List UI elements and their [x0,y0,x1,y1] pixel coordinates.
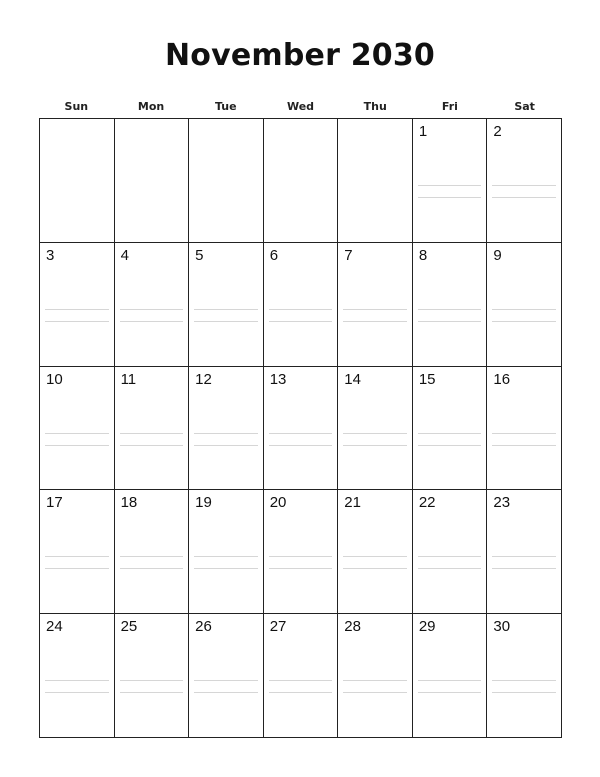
day-number: 30 [493,618,511,636]
note-line [194,445,258,446]
day-number: 18 [120,494,138,512]
note-line [418,321,482,322]
note-line [194,433,258,434]
day-cell [264,490,339,614]
note-line [269,680,333,681]
note-line [418,692,482,693]
note-line [492,445,556,446]
note-line [269,556,333,557]
note-line [194,309,258,310]
note-line [343,568,407,569]
weekday-label-wed: Wed [286,100,315,113]
note-line [343,445,407,446]
day-number: 15 [418,370,436,388]
note-line [343,433,407,434]
day-number: 26 [195,618,212,636]
note-line [120,445,184,446]
day-cell [487,243,562,367]
note-line [194,680,258,681]
note-line [194,568,258,569]
empty-day-cell [189,119,264,243]
weekday-label-sat: Sat [514,100,535,113]
day-number: 27 [269,618,287,636]
day-cell [264,367,339,491]
day-number: 25 [120,618,138,636]
day-number: 17 [46,494,63,512]
note-line [45,568,109,569]
note-line [269,568,333,569]
day-cell [487,119,562,243]
day-number: 29 [418,618,436,636]
note-line [492,433,556,434]
day-number: 9 [493,246,502,264]
day-cell [413,243,488,367]
note-line [45,433,109,434]
day-cell [40,490,115,614]
note-line [492,556,556,557]
day-cell [338,243,413,367]
note-line [194,692,258,693]
day-cell [115,243,190,367]
note-line [343,692,407,693]
note-line [418,185,482,186]
day-number: 13 [269,370,287,388]
day-number: 1 [418,123,428,140]
note-line [269,692,333,693]
weekday-label-thu: Thu [363,100,387,113]
day-cell [413,614,488,738]
empty-day-cell [338,119,413,243]
calendar-grid [39,118,562,738]
note-line [194,556,258,557]
day-cell [338,367,413,491]
note-line [120,433,184,434]
note-line [492,680,556,681]
note-line [45,321,109,322]
note-line [343,321,407,322]
note-line [492,321,556,322]
day-cell [189,490,264,614]
note-line [269,321,333,322]
note-line [418,309,482,310]
note-line [418,568,482,569]
note-line [492,309,556,310]
day-number: 6 [269,246,279,264]
day-cell [115,367,190,491]
day-number: 5 [195,246,204,264]
day-number: 3 [46,246,55,264]
day-cell [413,119,488,243]
note-line [120,309,184,310]
day-number: 7 [344,246,353,264]
note-line [45,692,109,693]
note-line [120,568,184,569]
note-line [45,680,109,681]
day-number: 2 [493,123,502,140]
day-cell [40,243,115,367]
note-line [418,680,482,681]
note-line [343,556,407,557]
note-line [418,197,482,198]
day-number: 19 [195,494,212,512]
note-line [492,197,556,198]
note-line [343,680,407,681]
note-line [45,445,109,446]
day-number: 20 [269,494,287,512]
day-cell [115,490,190,614]
day-cell [487,490,562,614]
day-cell [264,614,339,738]
note-line [418,445,482,446]
note-line [269,433,333,434]
day-number: 12 [195,370,212,388]
note-line [269,445,333,446]
empty-day-cell [115,119,190,243]
day-cell [413,367,488,491]
note-line [120,321,184,322]
day-number: 28 [344,618,361,636]
empty-day-cell [40,119,115,243]
note-line [343,309,407,310]
weekday-label-fri: Fri [441,100,458,113]
note-line [418,556,482,557]
day-cell [115,614,190,738]
note-line [45,556,109,557]
day-number: 11 [120,370,137,388]
day-cell [189,614,264,738]
day-cell [413,490,488,614]
note-line [120,692,184,693]
day-cell [264,243,339,367]
day-cell [40,614,115,738]
note-line [45,309,109,310]
day-cell [40,367,115,491]
weekday-header-row [39,98,562,116]
note-line [269,309,333,310]
day-cell [487,367,562,491]
day-cell [487,614,562,738]
day-number: 23 [493,494,511,512]
note-line [120,680,184,681]
calendar-title: November 2030 [164,38,436,73]
note-line [492,568,556,569]
day-cell [338,614,413,738]
note-line [492,692,556,693]
day-number: 10 [46,370,63,388]
day-number: 8 [418,246,428,264]
day-number: 4 [120,246,129,264]
day-number: 21 [344,494,361,512]
weekday-label-mon: Mon [137,100,165,113]
note-line [194,321,258,322]
day-number: 16 [493,370,511,388]
day-cell [189,243,264,367]
day-number: 24 [46,618,63,636]
empty-day-cell [264,119,339,243]
day-number: 22 [418,494,436,512]
day-cell [189,367,264,491]
weekday-label-sun: Sun [64,100,89,113]
note-line [120,556,184,557]
day-cell [338,490,413,614]
day-number: 14 [344,370,361,388]
note-line [492,185,556,186]
note-line [418,433,482,434]
weekday-label-tue: Tue [214,100,237,113]
